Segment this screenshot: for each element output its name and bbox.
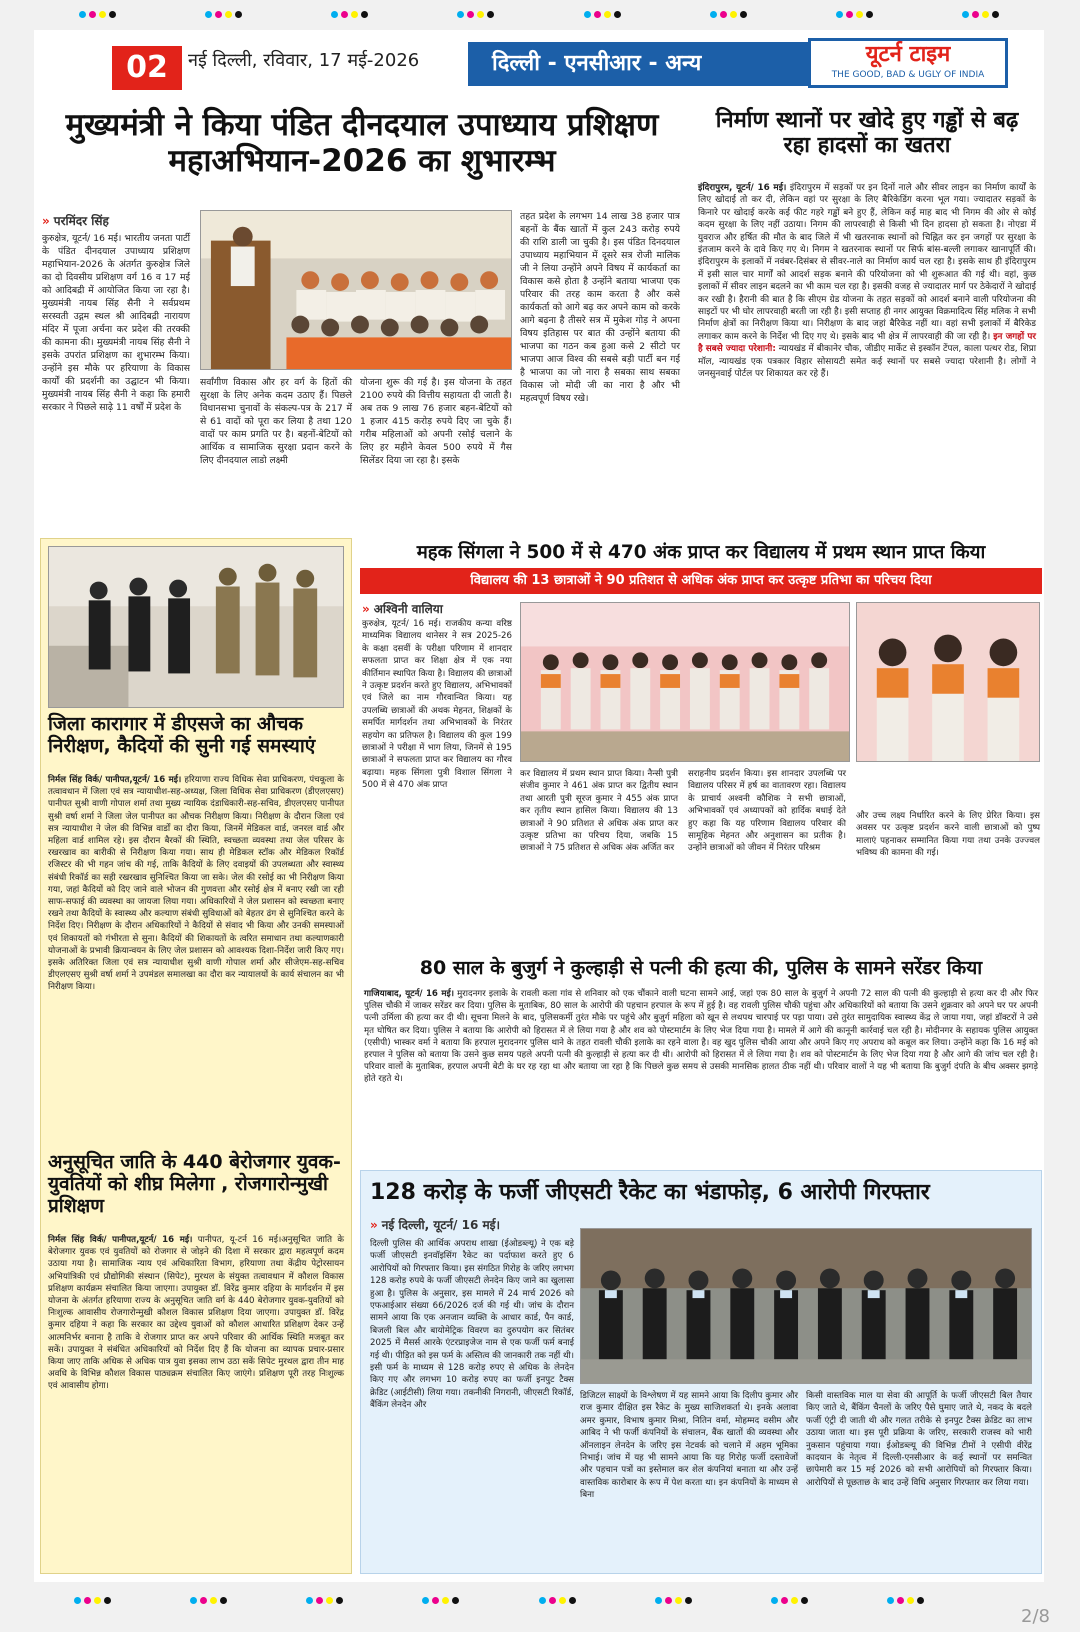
story-column: दिल्ली पुलिस की आर्थिक अपराध शाखा (ईओडब्ल्यू) ने एक बड़े फर्जी जीएसटी इनवॉइसिंग रैकेट का पर्दाफाश करते हुए 6 आरोपियों को गिरफ्तार किया। इस संगठित गिरोह के जरिए लगभग 128 करोड़ रुपये के फर्जी जीएसटी लेनदेन किए जाने का खुलासा हुआ है। पुलिस के अनुसार, इस मामले में 24 मार्च 2026 को एफआईआर संख्या 66/2026 दर्ज की गई थी। जांच के दौरान सामने आया कि एक अनजान व्यक्ति के आधार कार्ड, पैन कार्ड, बिजली बिल और बायोमेट्रिक विवरण का दुरुपयोग कर सितंबर 2025 में मैसर्स आरके एंटरप्राइजेज नाम से एक फर्जी फर्म बनाई गई थी। पीड़ित को इस फर्म के अस्तित्व की जानकारी तक नहीं थी। इसी फर्म के माध्यम से 128 करोड़ रुपए से अधिक के लेनदेन किए गए और लगभग 10 करोड़ रुपए का फर्जी इनपुट टैक्स क्रेडिट (आईटीसी) लिया गया। तकनीकी निगरानी, जीएसटी रिकॉर्ड, बैंकिंग लेनदेन और [370, 1239, 574, 1411]
story-dateline: इंदिरापुरम, यूटर्न/ 16 मई। [698, 183, 787, 193]
cm-speech-photo [200, 210, 512, 370]
story-school-result [360, 538, 1042, 948]
story-subhead: इन जगहों पर है सबसे ज्यादा परेशानी: [698, 331, 1037, 355]
story-subheadline-bar: विद्यालय की 13 छात्राओं ने 90 प्रतिशत से अधिक अंक प्राप्त कर उत्कृष्ट प्रतिभा का परिचय दिया [360, 568, 1042, 594]
story-column: किसी वास्तविक माल या सेवा की आपूर्ति के फर्जी जीएसटी बिल तैयार किए जाते थे, बैंकिंग चैनलों के जरिए पैसे घुमाए जाते थे, नकद के बदले फर्जी एंट्री दी जाती थी और गलत तरीके से इनपुट टैक्स क्रेडिट का लाभ उठाया जाता था। इस पूरी प्रक्रिया के जरिए, सरकारी राजस्व को भारी नुकसान पहुंचाया गया। ईओडब्ल्यू की विभिन्न टीमों ने एसीपी वीरेंद्र कादयान के नेतृत्व में दिल्ली-एनसीआर के कई स्थानों पर समन्वित छापेमारी कर 15 मई 2026 को सभी आरोपियों को गिरफ्तार किया। आरोपियों से पूछताछ के बाद उन्हें विधि अनुसार गिरफ्तार कर लिया गया। [806, 1391, 1032, 1488]
jail-inspection-photo [48, 546, 344, 708]
story-construction-pits [692, 108, 1042, 528]
masthead-dateline: नई दिल्ली, रविवार, 17 मई-2026 [188, 50, 420, 71]
arrested-accused-photo [580, 1228, 1032, 1384]
story-dateline: निर्मल सिंह विर्क/ पानीपत,यूटर्न/ 16 मई। [48, 775, 182, 785]
story-sc-youth-training [42, 1152, 350, 1572]
story-text: मुरादनगर इलाके के रावली कला गांव से शनिवार को एक चौंकाने वाली घटना सामने आई, जहां एक 80 साल के बुजुर्ग ने अपनी 72 साल की पत्नी की कुल्हाड़ी से हत्या कर दी और फिर पुलिस चौकी में जाकर सरेंडर कर दिया। पुलिस के मुताबिक, 80 साल के आरोपी की पहचान हरपाल के रूप में हुई है। वह रावली पुलिस चौकी पहुंचा और अधिकारियों को बताया कि उसने शुक्रवार को अपने घर पर अपनी पत्नी उर्मिला की हत्या कर दी थी। सूचना मिलने के बाद, पुलिसकर्मी तुरंत मौके पर पहुंचे और बुजुर्ग महिला को खून से लथपथ चारपाई पर पड़ा पाया। उसे तुरंत सामुदायिक स्वास्थ्य केंद्र ले जाया गया, जहां डॉक्टरों ने उसे मृत घोषित कर दिया। पुलिस ने बताया कि आरोपी को हिरासत में ले लिया गया है और शव को पोस्टमार्टम के लिए भेज दिया गया है। मामले में आगे की कानूनी कार्रवाई चल रही है। मोदीनगर के सहायक पुलिस आयुक्त (एसीपी) भास्कर वर्मा ने बताया कि हरपाल मुरादनगर पुलिस थाने के तहत रावली चौकी इलाके का रहने वाला है। वह खुद पुलिस चौकी आया और अपने किए गए अपराध को कबूल कर लिया। उन्होंने कहा कि 16 मई को हरपाल ने पुलिस को बताया कि उसने कुछ समय पहले अपनी पत्नी की कुल्हाड़ी से हत्या कर दी थी। आरोपी को हिरासत में ले लिया गया है। शव को पोस्टमार्टम के लिए भेज दिया गया है और आगे की जांच चल रही है। परिवार वालों के मुताबिक, हरपाल अपनी बेटी के घर रह रहा था और बताया जा रहा है कि पिछले कुछ समय से उसकी मानसिक हालत ठीक नहीं थी। परिवार वालों ने यह भी बताया कि बुजुर्ग दंपति के बीच अक्सर झगड़े होते रहते थे। [364, 989, 1038, 1085]
story-text-tail: न्यायखंड में बीकानेर चौक, जीडीए मार्केट से इस्कॉन टेंपल, काला पत्थर रोड, शिप्रा मॉल, न्यायखंड एक पत्रकार विहार सोसायटी समेत कई स्थानों पर सबसे ज्यादा परेशानी है। लोगों ने जनसुनवाई पोर्टल पर शिकायत कर रहे हैं। [698, 344, 1036, 380]
logo-tagline: THE GOOD, BAD & UGLY OF INDIA [831, 70, 985, 80]
story-headline: निर्माण स्थानों पर खोदे हुए गड्ढों से बढ़ रहा हादसों का खतरा [715, 108, 1019, 159]
section-band: दिल्ली - एनसीआर - अन्य [468, 42, 988, 86]
story-column: और उच्च लक्ष्य निर्धारित करने के लिए प्रेरित किया। इस अवसर पर उत्कृष्ट प्रदर्शन करने वाली छात्राओं को पुष्प मालाएं पहनाकर सम्मानित किया गया तथा उनके उज्ज्वल भविष्य की कामना की गई। [856, 811, 1040, 859]
story-jail-inspection [42, 540, 350, 1150]
story-gst-racket [362, 1172, 1040, 1572]
story-headline: महक सिंगला ने 500 में से 470 अंक प्राप्त कर विद्यालय में प्रथम स्थान प्राप्त किया [416, 542, 986, 563]
newspaper-page [34, 30, 1044, 1582]
newspaper-logo [808, 38, 1008, 88]
story-headline: जिला कारागार में डीएसजे का औचक निरीक्षण, कैदियों की सुनी गई समस्याएं [48, 713, 316, 757]
story-column: कुरुक्षेत्र, यूटर्न/ 16 मई। भारतीय जनता पार्टी के पंडित दीनदयाल उपाध्याय प्रशिक्षण महाभियान-2026 के अंतर्गत कुरुक्षेत्र जिले का दो दिवसीय प्रशिक्षण वर्ग 16 व 17 मई को आदिबद्री में आयोजित किया जा रहा है। मुख्यमंत्री नायब सिंह सैनी ने सर्वप्रथम सरस्वती उद्गम स्थल श्री आदिबद्री नारायण मंदिर में पूजा अर्चना कर प्रदेश की तरक्की की कामना की। मुख्यमंत्री नायब सिंह सैनी ने इसके उपरांत प्रशिक्षण का शुभारम्भ किया। उन्होंने इस मौके पर हरियाणा के विकास कार्यों की प्रदर्शनी का उद्घाटन भी किया। मुख्यमंत्री नायब सिंह सैनी ने कहा कि हमारी सरकार ने पिछले साढ़े 11 वर्षों में प्रदेश के [42, 233, 190, 413]
story-dateline: गाजियाबाद, यूटर्न/ 16 मई। [364, 989, 454, 999]
registration-dots-bottom [34, 1592, 964, 1608]
logo-text: यूटर्न टाइम [865, 42, 951, 67]
story-elderly-murder [360, 958, 1042, 1158]
story-byline: » अश्विनी वालिया [362, 602, 443, 616]
story-column: कर विद्यालय में प्रथम स्थान प्राप्त किया। नैन्सी पुत्री संजीव कुमार ने 461 अंक प्राप्त कर द्वितीय स्थान तथा आरती पुत्री सूरज कुमार ने 455 अंक प्राप्त कर तृतीय स्थान हासिल किया। विद्यालय की 13 छात्राओं ने 90 प्रतिशत से अधिक अंक प्राप्त कर उत्कृष्ट प्रतिभा का परिचय दिया, जबकि 15 छात्राओं ने 75 प्रतिशत से अधिक अंक अर्जित कर [520, 769, 678, 854]
page-number: 02 [112, 46, 182, 90]
story-body [48, 1234, 344, 1393]
story-text: पानीपत, यू-टर्न 16 मई।अनुसूचित जाति के बेरोजगार युवक एवं युवतियों को रोजगार से जोड़ने की दिशा में सरकार द्वारा महत्वपूर्ण कदम उठाया गया है। सामाजिक न्याय एवं अधिकारिता विभाग, हरियाणा तथा केंद्रीय पेट्रोरसायन अभियांत्रिकी एवं प्रौद्योगिकी संस्थान (सिपेट), मुरथल के संयुक्त तत्वावधान में कौशल विकास प्रशिक्षण कार्यक्रम संचालित किया जाएगा। उपायुक्त डॉ. विरेंद्र कुमार दहिया के मार्गदर्शन में इस योजना के अंतर्गत हरियाणा राज्य के अनुसूचित जाति वर्ग के 440 बेरोजगार युवक-युवतियों को निःशुल्क आवासीय रोजगारोन्मुखी कौशल विकास प्रशिक्षण दिया जाएगा। उपायुक्त डॉ. विरेंद्र कुमार दहिया ने कहा कि सरकार का उद्देश्य युवाओं को कौशल आधारित प्रशिक्षण देकर उन्हें आत्मनिर्भर बनाना है ताकि वे रोजगार प्राप्त कर अपने परिवार की आर्थिक स्थिति मजबूत कर सकें। उपायुक्त ने संबंधित अधिकारियों को निर्देश दिए हैं कि योजना का व्यापक प्रचार-प्रसार किया जाए ताकि अधिक से अधिक पात्र युवा इसका लाभ उठा सकें सिपेट मुरथल द्वारा तीन माह अवधि के विभिन्न कौशल विकास पाठ्यक्रम संचालित किए जाएंगे। प्रशिक्षण पूरी तरह निःशुल्क एवं आवासीय होगा। [48, 1235, 345, 1392]
story-text: इंदिरापुरम में सड़कों पर इन दिनों नाले और सीवर लाइन का निर्माण कार्यों के लिए खोदाई तो कर दी, लेकिन वहां पर सुरक्षा के लिए बैरिकेडिंग करना भूल गया। ज्यादातर सड़कों के किनारे पर खोदाई करके कई फीट गहरे गड्ढों बने हुए हैं, लेकिन कई माह बाद भी निगम की ओर से कोई कदम सुरक्षा के लिए नहीं उठाया। निगम की लापरवाही से किसी भी दिन हादसा हो सकता है। नोएडा में युवराज और हर्षित की मौत के बाद जिले में भी खतरनाक स्थानों को चिह्नित कर इन जगहों पर सुरक्षा के इंतजाम करने के दावे किए गए थे। निगम ने खतरनाक स्थानों पर सिर्फ बांस-बल्ली लगाकर खानापूर्ति की। इंदिरापुरम के इलाकों में नवंबर-दिसंबर से सीवर-नाले का निर्माण कार्य चल रहा है। इसके साथ ही इंदिरापुरम में इसी साल चार मार्गों को आदर्श सड़क बनाने की परियोजना को भी शुरूआत की गई थी। वहां, कुछ इलाकों में सीवर लाइन बदलने का भी काम चल रहा है। इसकी वजह से ज्यादातर मार्ग पर ठेकेदारों ने खोदाई कर रखी है। हैरानी की बात है कि सीएम ग्रेड योजना के तहत सड़कों को आदर्श बनाने वाली परियोजना की साइटों पर भी घोर लापरवाही बरती जा रही है। इसी सप्ताह ही नगर आयुक्त विक्रमादित्य सिंह मलिक ने सभी निर्माण क्षेत्रों का निरीक्षण किया था। निरीक्षण के बाद जहां बैरिकेड नहीं था। वहां सभी इलाकों में बैरिकेड लगाकर काम करने के निर्देश भी दिए गए थे। इसके बाद भी क्षेत्र में लापरवाही की जा रही है। [698, 183, 1037, 342]
story-column: योजना शुरू की गई है। इस योजना के तहत 2100 रुपये की वित्तीय सहायता दी जाती है। अब तक 9 लाख 76 हजार बहन-बेटियों को 1 हजार 415 करोड़ रुपये दिए जा चुके हैं। गरीब महिलाओं को अपनी रसोई चलाने के लिए हर महीने केवल 500 रुपये में गैस सिलेंडर दिया जा रहा है। इसके [360, 377, 512, 466]
toppers-photo [856, 602, 1040, 762]
story-byline: » परमिंदर सिंह [42, 214, 109, 228]
story-column: सर्वांगीण विकास और हर वर्ग के हितों की सुरक्षा के लिए अनेक कदम उठाए हैं। पिछले विधानसभा चुनावों के संकल्प-पत्र के 217 में से 61 वादों को पूरा कर लिया है तथा 120 वादों पर काम प्रगति पर है। बहनों-बेटियों को आर्थिक व सामाजिक सुरक्षा प्रदान करने के लिए दीनदयाल लाडो लक्ष्मी [200, 377, 352, 466]
story-headline: 128 करोड़ के फर्जी जीएसटी रैकेट का भंडाफोड़, 6 आरोपी गिरफ्तार [370, 1180, 930, 1205]
page-indicator: 2/8 [1021, 1606, 1050, 1627]
story-body [364, 988, 1038, 1086]
story-headline: 80 साल के बुजुर्ग ने कुल्हाड़ी से पत्नी की हत्या की, पुलिस के सामने सरेंडर किया [419, 957, 983, 979]
students-group-photo [520, 602, 850, 762]
story-headline: मुख्यमंत्री ने किया पंडित दीनदयाल उपाध्याय प्रशिक्षण महाअभियान-2026 का शुभारम्भ [65, 107, 659, 179]
story-cm-training [38, 108, 686, 528]
registration-dots-top [34, 6, 1044, 22]
story-column: डिजिटल साक्ष्यों के विश्लेषण में यह सामने आया कि दिलीप कुमार और राज कुमार दीक्षित इस रैकेट के मुख्य साजिशकर्ता थे। इनके अलावा अमर कुमार, विभाष कुमार मिश्रा, नितिन वर्मा, मोहम्मद वसीम और आबिद ने भी फर्जी कंपनियों के संचालन, बैंक खातों की व्यवस्था और ऑनलाइन लेनदेन के जरिए इस नेटवर्क को चलाने में अहम भूमिका निभाई। जांच में यह भी सामने आया कि यह गिरोह फर्जी दस्तावेजों और पहचान पत्रों का इस्तेमाल कर शेल कंपनियां बनाता था और उन्हें वास्तविक कारोबार के रूप में पेश करता था। इन कंपनियों के माध्यम से बिना [580, 1391, 798, 1501]
story-column: तहत प्रदेश के लगभग 14 लाख 38 हजार पात्र बहनों के बैंक खातों में कुल 243 करोड़ रुपये की राशि डाली जा चुकी है। इस पंडित दिनदयाल उपाध्याय महाभियान में दूसरे सत्र रोजी मालिक जी ने लिया उन्होंने अपने विषय में कार्यकर्ता का विकास कसे होता है उन्होंने बताया भाजपा एक परिवार की तरह काम करता है और कसे कार्यकर्ता को आगे बढ़ कर अपने काम को करके आगे बढ़ना है तीसरे सत्र में मुकेश गोड़ ने अपना विषय इतिहास पर बात की उन्होंने बताया की भाजपा का गठन कब हुआ कसे 2 सीटो पर भाजपा आज विश्व की सबसे बड़ी पार्टी बन गई है भाजपा का जो नारा है सबका साथ सबका विकास जो मोदी जी का नारा है और भी महत्वपूर्ण विषय रखे। [520, 211, 680, 404]
story-body [48, 774, 344, 994]
story-column: कुरुक्षेत्र, यूटर्न/ 16 मई। राजकीय कन्या वरिष्ठ माध्यमिक विद्यालय थानेसर ने सत्र 2025-26 के कक्षा दसवीं के परीक्षा परिणाम में शानदार सफलता प्राप्त कर शिक्षा क्षेत्र में एक नया कीर्तिमान स्थापित किया है। विद्यालय की छात्राओं ने उत्कृष्ट प्रदर्शन करते हुए विद्यालय, अभिभावकों एवं जिले का नाम गौरवान्वित किया। यह उपलब्धि छात्राओं की अथक मेहनत, शिक्षकों के समर्पित मार्गदर्शन तथा अभिभावकों के निरंतर सहयोग का प्रतिफल है। विद्यालय की कुल 199 छात्राओं ने परीक्षा में भाग लिया, जिनमें से 195 छात्राओं ने सफलता प्राप्त कर विद्यालय का गौरव बढ़ाया। महक सिंगला पुत्री विशाल सिंगला ने 500 में से 470 अंक प्राप्त [362, 619, 512, 791]
story-column: सराहनीय प्रदर्शन किया। इस शानदार उपलब्धि पर विद्यालय परिसर में हर्ष का वातावरण रहा। विद्यालय के प्राचार्य अश्वनी कौशिक ने सभी छात्राओं, अभिभावकों एवं अध्यापकों को हार्दिक बधाई देते हुए कहा कि यह परिणाम विद्यालय परिवार की सामूहिक मेहनत और अनुशासन का प्रतीक है। उन्होंने छात्राओं को जीवन में निरंतर परिश्रम [688, 769, 846, 854]
story-body [698, 182, 1036, 381]
story-byline: » नई दिल्ली, यूटर्न/ 16 मई। [370, 1218, 501, 1232]
masthead [38, 34, 1040, 90]
story-text: हरियाणा राज्य विधिक सेवा प्राधिकरण, पंचकूला के तत्वावधान में जिला एवं सत्र न्यायाधीश-सह-अध्यक्ष, जिला विधिक सेवा प्राधिकरण (डीएलएसए) पानीपत सुश्री वाणी गोपाल शर्मा तथा मुख्य न्यायिक दंडाधिकारी-सह-सचिव, डीएलएसए पानीपत सुश्री वर्षा शर्मा ने जिला जेल पानीपत का औचक निरीक्षण किया। निरीक्षण के दौरान जिला एवं सत्र न्यायाधीश ने जेल की विभिन्न वार्डों का दौरा किया, जिनमें मेडिकल वार्ड, जनरल वार्ड और महिला वार्ड शामिल रहे। इस दौरान बैरकों की स्थिति, स्वच्छता व्यवस्था तथा जेल परिसर के रखरखाव का बारीकी से निरीक्षण किया गया। साथ ही मेडिकल स्टॉक और मेडिकल रिकॉर्ड रजिस्टर की भी गहन जांच की गई, ताकि कैदियों के लिए दवाइयों की उपलब्धता और स्वास्थ्य संबंधी रिकॉर्ड का सही रखरखाव सुनिश्चित किया जा सके। जेल की रसोई का भी निरीक्षण किया गया, जहां कैदियों को दिए जाने वाले भोजन की गुणवत्ता और रसोई क्षेत्र में बनाए रखी जा रही साफ-सफाई की व्यवस्था का जायजा लिया गया। अधिकारियों ने जेल प्रशासन को स्वच्छता बनाए रखने तथा कैदियों के स्वास्थ्य और कल्याण संबंधी सुविधाओं को बेहतर ढंग से सुनिश्चित करने के निर्देश दिए। निरीक्षण के दौरान अधिकारियों ने कैदियों से संवाद भी किया और उनकी समस्याओं एवं शिकायतों को गंभीरता से सुना। कैदियों की शिकायतों के त्वरित समाधान तथा कल्याणकारी योजनाओं के प्रभावी क्रियान्वयन के लिए जेल प्रशासन को आवश्यक दिशा-निर्देश जारी किए गए। इसके अतिरिक्त जिला एवं सत्र न्यायाधीश सुश्री वाणी गोपाल शर्मा और सीजेएम-सह-सचिव डीएलएसए सुश्री वर्षा शर्मा ने उपमंडल समालखा का दौरा कर न्यायालयों के कार्य संचालन का भी निरीक्षण किया। [48, 775, 344, 993]
story-headline: अनुसूचित जाति के 440 बेरोजगार युवक-युवतियों को शीघ्र मिलेगा , रोजगारोन्मुखी प्रशिक्षण [48, 1151, 341, 1217]
story-dateline: निर्मल सिंह विर्क/ पानीपत,यूटर्न/ 16 मई। [48, 1235, 193, 1245]
